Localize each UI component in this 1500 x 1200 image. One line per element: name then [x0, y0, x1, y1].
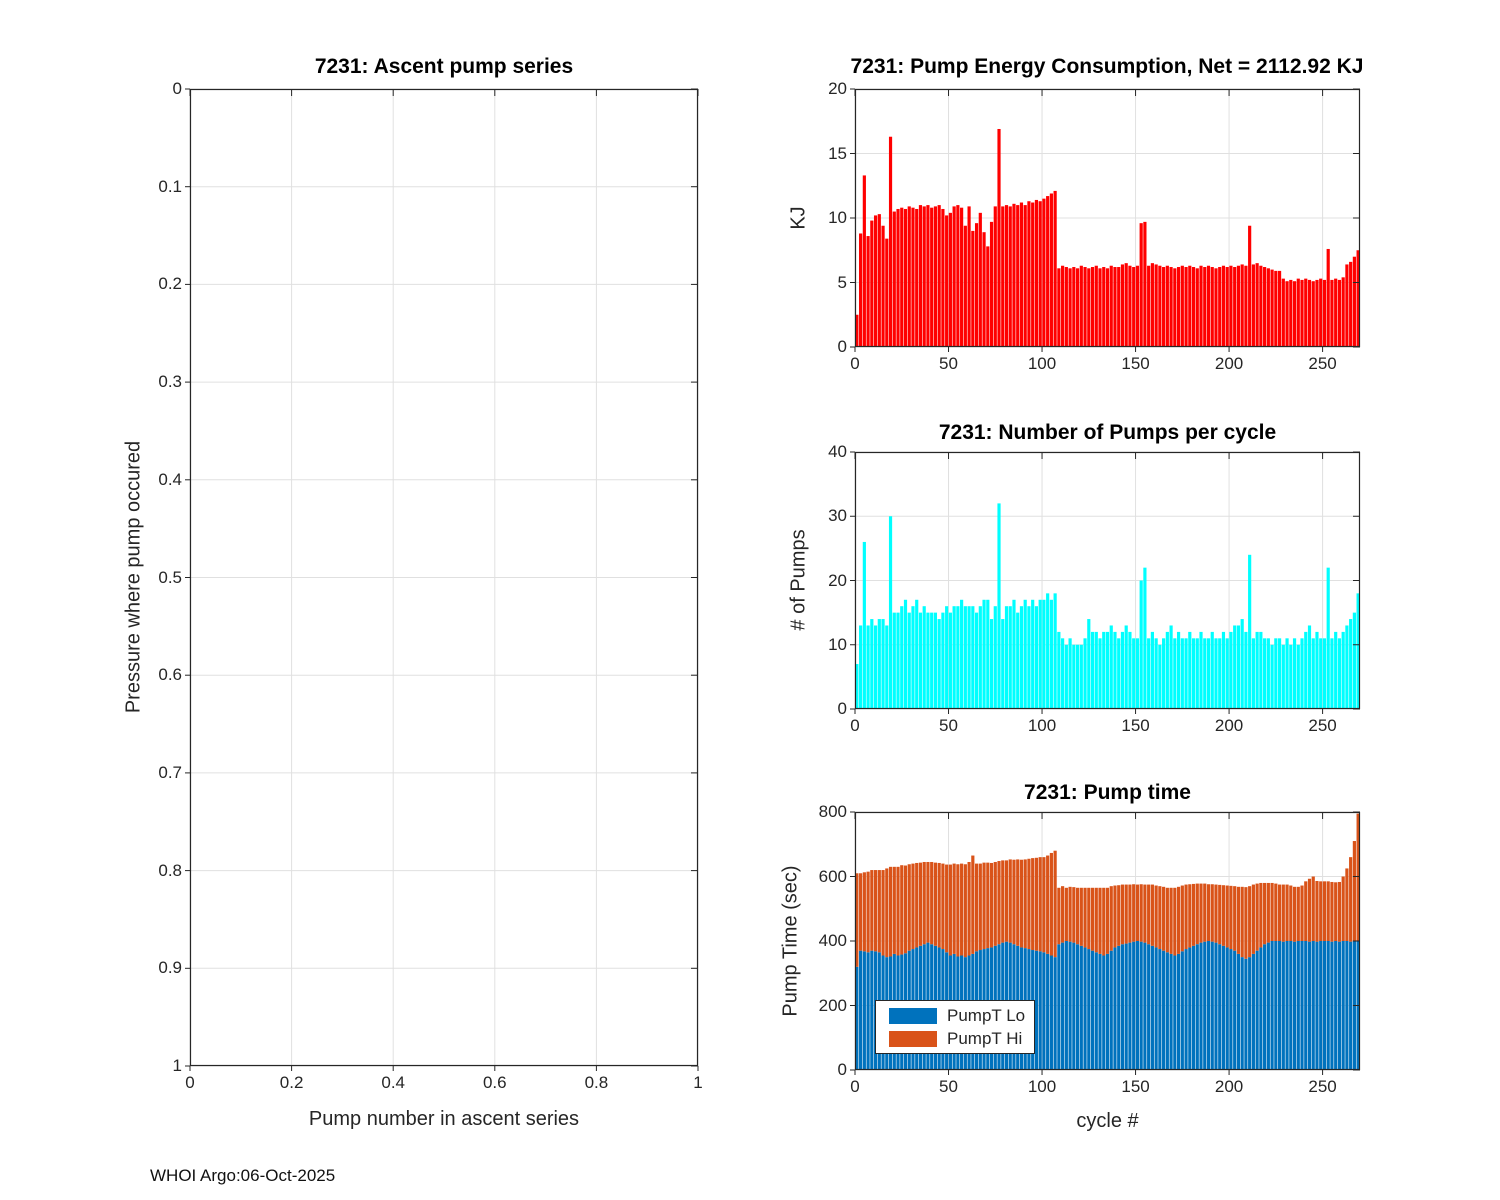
- ascent-plot-svg: [190, 89, 698, 1066]
- ascent-plot-title: 7231: Ascent pump series: [314, 55, 574, 78]
- pumptime-xlabel: cycle #: [1076, 1110, 1139, 1132]
- pumps-y-tick-label: 20: [828, 570, 847, 590]
- pump-energy-axes: [828, 79, 1360, 373]
- energy-x-tick-label: 0: [850, 354, 860, 373]
- ascent-y-tick-label: 0.2: [158, 274, 182, 294]
- pumps-ylabel: # of Pumps: [787, 529, 810, 631]
- pumps-y-tick-label: 30: [828, 506, 847, 526]
- energy-y-tick-label: 10: [828, 208, 847, 227]
- energy-ylabel: KJ: [787, 206, 810, 230]
- ascent-y-tick-label: 1: [172, 1056, 182, 1075]
- ascent-y-tick-label: 0: [172, 79, 182, 98]
- energy-y-tick-label: 0: [837, 337, 847, 356]
- legend: [875, 1000, 1035, 1054]
- energy-y-tick-label: 5: [837, 272, 847, 292]
- pumptime-x-tick-label: 0: [850, 1077, 860, 1096]
- ascent-x-tick-label: 0: [185, 1073, 195, 1092]
- pumptime-ylabel: Pump Time (sec): [779, 865, 802, 1017]
- pumps-x-tick-label: 100: [1027, 716, 1057, 735]
- ascent-y-tick-label: 0.8: [158, 860, 182, 880]
- energy-plot-title: 7231: Pump Energy Consumption, Net = 2112.92 KJ: [850, 55, 1364, 78]
- pumptime-y-tick-label: 600: [818, 866, 847, 886]
- pumps-x-tick-label: 50: [939, 716, 958, 735]
- pumps-per-cycle-axes: [828, 442, 1360, 735]
- pumps-bars: [855, 503, 1359, 709]
- pumptime-x-tick-label: 250: [1308, 1077, 1337, 1096]
- pumps-plot-title: 7231: Number of Pumps per cycle: [938, 421, 1277, 444]
- pumptime-x-tick-label: 150: [1121, 1077, 1150, 1096]
- pumptime-y-tick-label: 0: [837, 1060, 847, 1079]
- pumps-x-tick-label: 250: [1308, 716, 1337, 735]
- pumptime-x-tick-label: 200: [1214, 1077, 1244, 1096]
- pumptime-y-tick-label: 800: [818, 802, 847, 821]
- pumptime-y-tick-label: 400: [818, 931, 847, 950]
- pumps-x-tick-label: 0: [850, 716, 860, 735]
- ascent-xlabel: Pump number in ascent series: [308, 1108, 580, 1130]
- ascent-x-tick-label: 0.6: [482, 1073, 507, 1092]
- energy-x-tick-label: 200: [1214, 354, 1244, 373]
- legend-label-pumpt-hi: PumpT Hi: [947, 1028, 1023, 1048]
- pump-time-axes: [818, 802, 1360, 1096]
- ascent-x-tick-label: 0.8: [584, 1073, 609, 1092]
- energy-y-tick-label: 15: [828, 143, 847, 163]
- pumps-plot-svg: [855, 452, 1360, 709]
- energy-y-tick-label: 20: [828, 79, 847, 98]
- energy-x-tick-label: 100: [1027, 354, 1057, 373]
- ascent-y-tick-label: 0.9: [158, 958, 182, 978]
- ascent-y-tick-label: 0.3: [158, 372, 182, 392]
- ascent-x-tick-label: 1: [693, 1073, 703, 1092]
- energy-x-tick-label: 50: [939, 354, 958, 373]
- energy-plot-svg: [855, 89, 1360, 347]
- energy-x-tick-label: 150: [1121, 354, 1150, 373]
- energy-bars: [855, 129, 1359, 347]
- energy-x-tick-label: 250: [1308, 354, 1337, 373]
- ascent-pump-series-axes: [158, 79, 703, 1092]
- pumps-y-tick-label: 10: [828, 634, 847, 654]
- ascent-x-tick-label: 0.2: [279, 1073, 304, 1092]
- legend-swatch-pumpt-lo-icon: [889, 1008, 937, 1024]
- pumptime-y-tick-label: 200: [818, 995, 847, 1015]
- ascent-x-tick-label: 0.4: [381, 1073, 405, 1092]
- legend-label-pumpt-lo: PumpT Lo: [947, 1005, 1026, 1025]
- ascent-y-tick-label: 0.1: [158, 176, 182, 196]
- pumps-y-tick-label: 40: [828, 442, 847, 461]
- pumptime-x-tick-label: 100: [1027, 1077, 1057, 1096]
- pumps-y-tick-label: 0: [837, 699, 847, 718]
- pumps-x-tick-label: 150: [1121, 716, 1150, 735]
- ascent-y-tick-label: 0.5: [158, 567, 182, 587]
- legend-row-pumpt-hi: [889, 1029, 1034, 1048]
- ascent-ylabel: Pressure where pump occured: [122, 440, 145, 714]
- legend-row-pumpt-lo: [889, 1006, 1034, 1025]
- footer-text: WHOI Argo:06-Oct-2025: [150, 1166, 336, 1185]
- pumps-x-tick-label: 200: [1214, 716, 1244, 735]
- ascent-y-tick-label: 0.6: [158, 665, 182, 685]
- pumptime-x-tick-label: 50: [939, 1077, 958, 1096]
- ascent-y-tick-label: 0.7: [158, 762, 182, 782]
- ascent-y-tick-label: 0.4: [158, 469, 182, 489]
- legend-swatch-pumpt-hi-icon: [889, 1031, 937, 1047]
- pumptime-plot-title: 7231: Pump time: [1024, 781, 1191, 804]
